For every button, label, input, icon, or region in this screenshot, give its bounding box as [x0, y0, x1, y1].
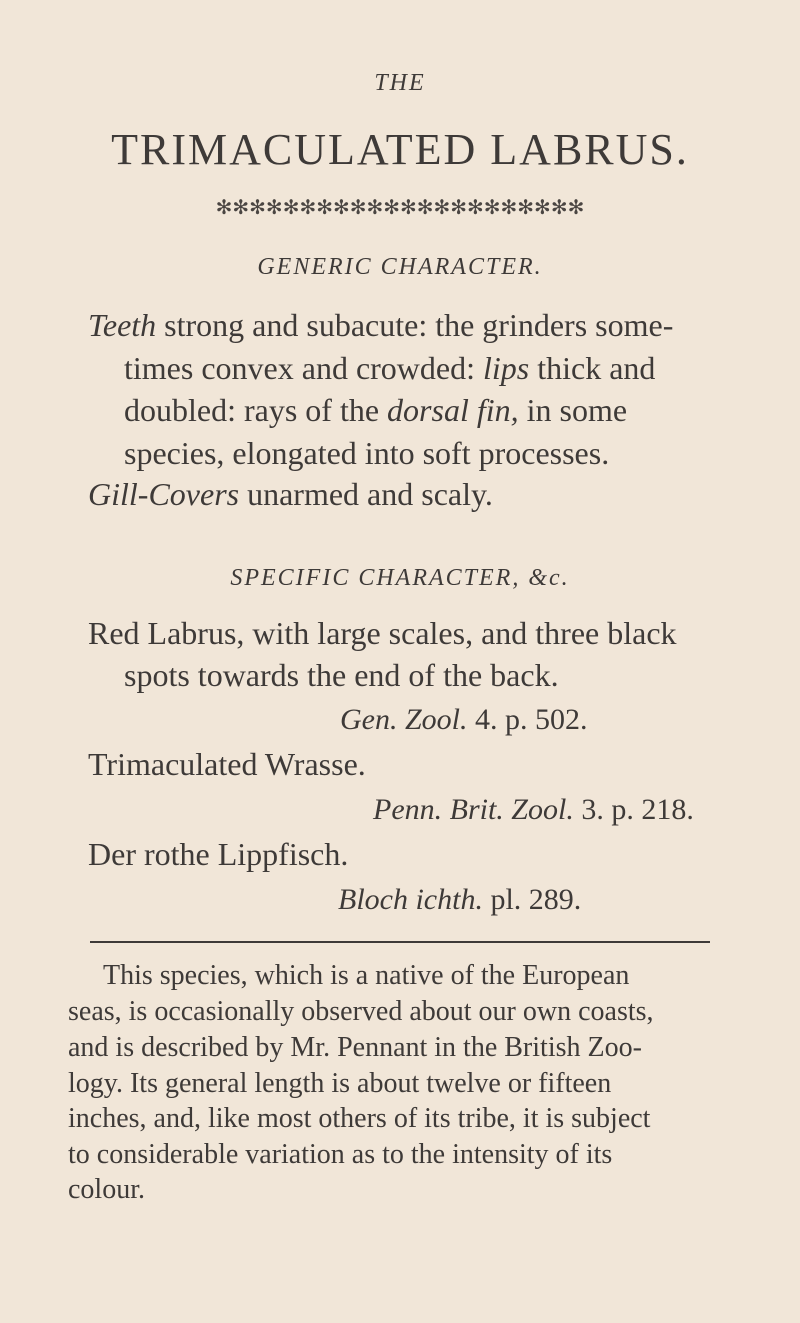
specific-line-2: spots towards the end of the back. — [124, 657, 559, 693]
body-line-2: seas, is occasionally observed about our own coasts, — [68, 996, 654, 1027]
specific-line-1: Red Labrus, with large scales, and three black — [88, 615, 677, 651]
body-line-5: inches, and, like most others of its tribe, it is subject — [68, 1103, 651, 1134]
section-divider — [90, 941, 710, 943]
term-gill-covers: Gill-Covers — [88, 476, 240, 512]
body-line-4: logy. Its general length is about twelve or fifteen — [68, 1068, 612, 1099]
term-dorsal-fin: dorsal fin, — [387, 392, 519, 428]
generic-line-1-text: strong and subacute: the grinders some- — [156, 307, 674, 343]
page-title: TRIMACULATED LABRUS. — [111, 125, 689, 174]
generic-line-3-text-a: doubled: rays of the — [124, 392, 388, 428]
reference-gen-zool — [340, 703, 588, 737]
reference-penn-brit-zool-citation: 3. p. 218. — [573, 793, 694, 826]
generic-line-3 — [124, 394, 627, 426]
generic-line-2-text-b: thick and — [529, 350, 656, 386]
body-line-7: colour. — [68, 1174, 145, 1205]
body-line-3: and is described by Mr. Pennant in the British Zoo- — [68, 1032, 642, 1063]
reference-gen-zool-citation: 4. p. 502. — [467, 703, 588, 736]
generic-line-3-text-b: in some — [518, 392, 628, 428]
body-line-6: to considerable variation as to the intensity of its — [68, 1139, 613, 1170]
term-teeth: Teeth — [88, 307, 157, 343]
generic-line-2 — [124, 352, 655, 384]
reference-bloch-ichth-name: Bloch ichth. — [338, 883, 483, 916]
reference-gen-zool-name: Gen. Zool. — [340, 703, 468, 736]
generic-line-4: species, elongated into soft processes. — [124, 435, 610, 471]
generic-line-5-text: unarmed and scaly. — [239, 476, 493, 512]
generic-character-heading: GENERIC CHARACTER. — [257, 254, 543, 280]
synonym-trimaculated-wrasse: Trimaculated Wrasse. — [88, 746, 366, 782]
synonym-der-rothe-lippfisch: Der rothe Lippfisch. — [88, 836, 349, 872]
reference-bloch-ichth — [338, 883, 581, 917]
reference-bloch-ichth-citation: pl. 289. — [482, 883, 582, 916]
generic-line-2-text-a: times convex and crowded: — [124, 350, 483, 386]
generic-line-5 — [88, 478, 493, 510]
body-line-1: This species, which is a native of the European — [103, 960, 630, 991]
reference-penn-brit-zool — [373, 793, 694, 827]
asterisk-ornament: ✻✻✻✻✻✻✻✻✻✻✻✻✻✻✻✻✻✻✻✻✻✻ — [215, 197, 585, 219]
generic-line-1 — [88, 309, 673, 341]
reference-penn-brit-zool-name: Penn. Brit. Zool. — [373, 793, 574, 826]
title-kicker: THE — [374, 70, 426, 96]
specific-character-heading: SPECIFIC CHARACTER, &c. — [230, 565, 570, 591]
term-lips: lips — [483, 350, 530, 386]
